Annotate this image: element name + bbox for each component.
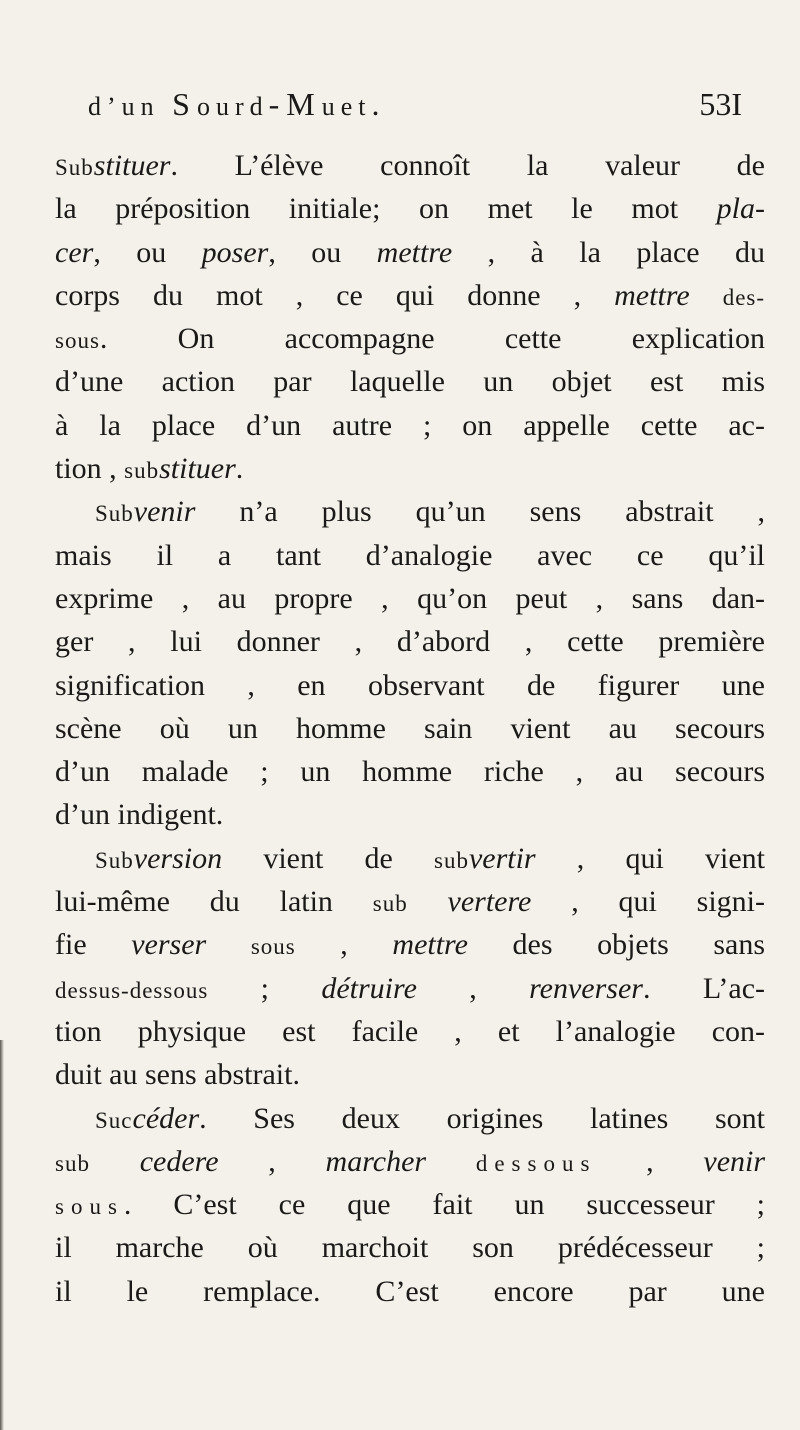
text-line [55, 187, 765, 230]
text-line [55, 1140, 765, 1183]
text-run: verser [131, 928, 207, 962]
text-run: Sub [95, 847, 134, 873]
text-run: d’un indigent. [55, 798, 224, 832]
running-title-part: ourd [196, 92, 269, 121]
text-line [55, 360, 765, 403]
text-run: ; [208, 971, 322, 1005]
text-run: tion , [55, 452, 125, 486]
text-run: , [218, 1144, 326, 1178]
text-run: mettre [376, 235, 453, 269]
text-run: des- [722, 284, 766, 310]
text-run: version [133, 841, 223, 875]
text-run: cedere [139, 1144, 219, 1178]
text-run: renverser [529, 971, 643, 1005]
text-line [55, 1226, 765, 1269]
text-run: signification , en observant de figurer une [55, 668, 765, 702]
text-line [55, 620, 765, 663]
text-run: à la place d’un autre ; on appelle cette ac- [55, 408, 765, 442]
text-run: Sub [55, 155, 94, 180]
running-title-part: d’un [88, 92, 173, 121]
text-run: pla- [716, 192, 765, 226]
running-title-part: -M [268, 86, 322, 122]
text-run: sub [124, 458, 160, 484]
text-run: sous [55, 1194, 124, 1220]
text-run: exprime , au propre , qu’on peut , sans dan- [55, 581, 765, 615]
text-run: mettre [392, 928, 468, 962]
page-edge-shadow [0, 1040, 4, 1430]
text-run: . Ses deux origines latines sont [199, 1101, 765, 1135]
text-line [55, 577, 765, 620]
text-run: détruire [321, 971, 417, 1005]
text-line [55, 317, 765, 360]
text-line [55, 967, 765, 1010]
text-run: dessus-dessous [55, 977, 209, 1003]
text-run: Sub [95, 501, 134, 527]
text-run: , ou [93, 235, 202, 269]
text-line [55, 404, 765, 447]
text-run: corps du mot , ce qui donne , [55, 278, 615, 312]
text-line [55, 1270, 765, 1313]
text-run [206, 928, 251, 961]
text-line [55, 707, 765, 750]
text-run: stituer [93, 149, 171, 182]
text-run: ger , lui donner , d’abord , cette première [55, 625, 765, 659]
text-run: , qui vient [535, 841, 765, 875]
text-run: il marche où marchoit son prédécesseur ; [55, 1231, 765, 1265]
running-title-part: S [172, 86, 197, 122]
text-run: venir [133, 495, 196, 529]
text-run: . On accompagne cette explication [99, 322, 765, 356]
text-line [55, 880, 765, 923]
text-line [55, 447, 765, 490]
running-head [60, 86, 760, 132]
text-run: d’une action par laquelle un objet est mis [55, 365, 765, 399]
text-run: la préposition initiale; on met le mot [55, 192, 717, 226]
text-run: duit au sens abstrait. [55, 1058, 300, 1092]
text-run: stituer [159, 452, 236, 486]
text-run: mais il a tant d’analogie avec ce qu’il [55, 538, 765, 572]
text-run: , [416, 971, 530, 1005]
running-title [88, 86, 387, 123]
text-run [408, 885, 448, 918]
text-line [55, 750, 765, 793]
text-run: vertere [447, 885, 532, 919]
running-title-part: uet [321, 92, 372, 121]
running-title-part: . [371, 86, 387, 122]
text-run: marcher [325, 1144, 427, 1178]
page-number: 53I [699, 86, 742, 122]
text-run: vertir [468, 841, 536, 875]
text-run: scène où un homme sain vient au secours [55, 711, 765, 745]
text-line [55, 1010, 765, 1053]
text-line [55, 1183, 765, 1226]
text-run: dessous [475, 1150, 597, 1176]
text-run: , à la place du [452, 235, 766, 269]
text-run: , qui signi- [531, 885, 766, 919]
text-line [55, 534, 765, 577]
text-line [55, 1097, 765, 1140]
text-run: cer [55, 235, 94, 269]
text-run: sous [55, 328, 100, 354]
text-run: , ou [268, 235, 377, 269]
text-run [90, 1145, 140, 1178]
text-run: céder [132, 1101, 200, 1135]
text-line [55, 231, 765, 274]
text-line [55, 1053, 765, 1096]
text-run: n’a plus qu’un sens abstrait , [195, 495, 765, 529]
text-run: . C’est ce que fait un successeur ; [123, 1188, 765, 1222]
text-line [55, 664, 765, 707]
text-run: sub [372, 891, 408, 917]
text-line [55, 274, 765, 317]
text-line [55, 793, 765, 836]
text-run: des objets sans [467, 928, 766, 962]
text-run: sub [55, 1150, 90, 1176]
text-run: sous [250, 934, 296, 960]
text-line [55, 490, 765, 533]
text-run: tion physique est facile , et l’analogie con- [55, 1014, 765, 1048]
text-run: Suc [95, 1107, 133, 1133]
text-run: vient de [222, 841, 434, 875]
text-run: d’un malade ; un homme riche , au secours [55, 755, 765, 789]
text-run: lui-même du latin [55, 885, 373, 919]
text-run: poser [201, 235, 269, 269]
text-run [690, 279, 723, 312]
text-run: il le remplace. C’est encore par une [55, 1274, 765, 1308]
text-run: , [596, 1144, 704, 1178]
text-run [426, 1145, 476, 1178]
text-run: , [295, 928, 393, 962]
text-line [55, 923, 765, 966]
text-run: . L’élève connoît la valeur de [170, 149, 765, 182]
body-text [55, 144, 765, 1313]
text-run: sub [434, 847, 469, 873]
text-line [55, 144, 765, 187]
text-line [55, 837, 765, 880]
text-run: venir [703, 1144, 766, 1178]
text-run: . [235, 452, 244, 486]
text-run: fie [55, 928, 132, 962]
text-run: mettre [614, 278, 690, 312]
text-run: . L’ac- [642, 971, 766, 1005]
